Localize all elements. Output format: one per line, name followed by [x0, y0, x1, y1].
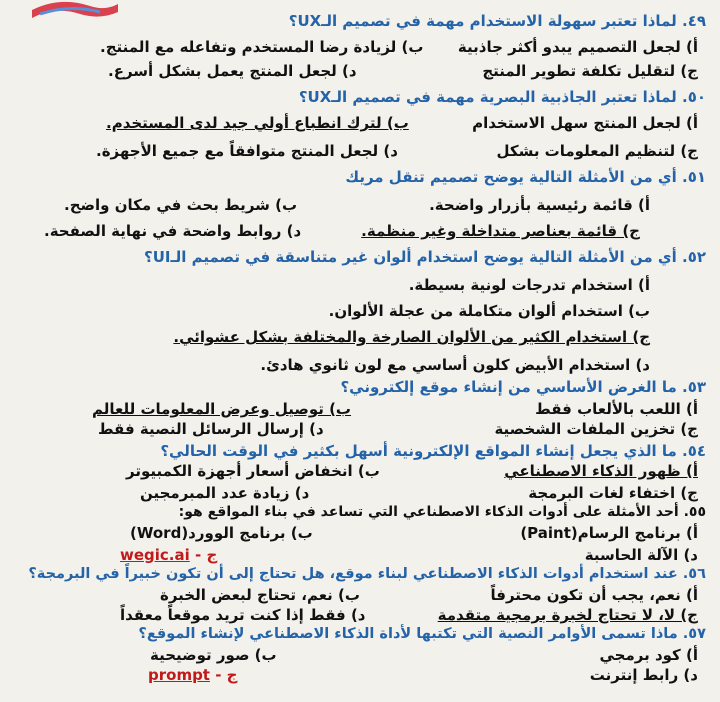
q52-option-d: د) استخدام الأبيض كلون أساسي مع لون ثانوي هادئ. — [260, 356, 650, 374]
question-55: ٥٥. أحد الأمثلة على أدوات الذكاء الاصطناعي التي تساعد في بناء المواقع هو: — [178, 504, 706, 520]
q51-option-c-answer: ج) قائمة بعناصر متداخلة وغير منظمة. — [361, 222, 640, 240]
question-51: ٥١. أي من الأمثلة التالية يوضح تصميم تنقل مريك — [345, 168, 706, 186]
q56-option-c-answer: ج) لا، لا تحتاج لخبرة برمجية متقدمة — [437, 606, 698, 624]
q53-option-b-answer: ب) توصيل وعرض المعلومات للعالم — [92, 400, 352, 418]
q52-option-c-answer: ج) استخدام الكثير من الألوان الصارخة والمختلفة بشكل عشوائي. — [173, 328, 650, 346]
question-49: ٤٩. لماذا تعتبر سهولة الاستخدام مهمة في تصميم الـUX؟ — [288, 12, 706, 30]
question-52: ٥٢. أي من الأمثلة التالية يوضح استخدام ألوان غير متناسقة في تصميم الـUI؟ — [144, 248, 706, 266]
q57-option-a: أ) كود برمجي — [599, 646, 698, 664]
q57-option-c-prefix: ج - — [215, 666, 238, 684]
q55-option-a: أ) برنامج الرسام(Paint) — [520, 524, 698, 542]
q52-option-a: أ) استخدام تدرجات لونية بسيطة. — [408, 276, 650, 294]
q50-option-d: د) لجعل المنتج متوافقاً مع جميع الأجهزة. — [96, 142, 398, 160]
q57-option-c-answer-wrap — [148, 666, 237, 684]
q49-option-a: أ) لجعل التصميم يبدو أكثر جاذبية — [457, 38, 698, 56]
q53-option-c: ج) تخزين الملفات الشخصية — [494, 420, 698, 438]
q54-option-a-answer: أ) ظهور الذكاء الاصطناعي — [504, 462, 698, 480]
q55-option-b: ب) برنامج الوورد(Word) — [130, 524, 313, 542]
q49-option-c: ج) لتقليل تكلفة تطوير المنتج — [482, 62, 698, 80]
q55-option-d: د) الآلة الحاسبة — [584, 546, 698, 564]
q54-option-c: ج) اختفاء لغات البرمجة — [528, 484, 698, 502]
q50-option-a: أ) لجعل المنتج سهل الاستخدام — [472, 114, 698, 132]
q50-option-c: ج) لتنظيم المعلومات بشكل — [496, 142, 698, 160]
q56-option-d: د) فقط إذا كنت تريد موقعاً معقداً — [120, 606, 366, 624]
q53-option-a: أ) اللعب بالألعاب فقط — [535, 400, 698, 418]
q57-option-c-answer: prompt — [148, 666, 210, 684]
q55-option-c-prefix: ج - — [195, 546, 218, 564]
q56-option-b: ب) نعم، تحتاج لبعض الخبرة — [160, 586, 360, 604]
q56-option-a: أ) نعم، يجب أن تكون محترفاً — [490, 586, 698, 604]
q49-option-b: ب) لزيادة رضا المستخدم وتفاعله مع المنتج. — [100, 38, 424, 56]
question-57: ٥٧. ماذا تسمى الأوامر النصية التي تكتبها لأداة الذكاء الاصطناعي لإنشاء الموقع؟ — [138, 626, 706, 642]
q51-option-b: ب) شريط بحث في مكان واضح. — [64, 196, 298, 214]
question-54: ٥٤. ما الذي يجعل إنشاء المواقع الإلكترونية أسهل بكثير في الوقت الحالي؟ — [160, 442, 706, 460]
question-56: ٥٦. عند استخدام أدوات الذكاء الاصطناعي لبناء موقع، هل تحتاج إلى أن تكون خبيراً في البرمجة؟ — [28, 566, 706, 582]
q54-option-d: د) زيادة عدد المبرمجين — [140, 484, 310, 502]
q57-option-b: ب) صور توضيحية — [150, 646, 277, 664]
q51-option-d: د) روابط واضحة في نهاية الصفحة. — [44, 222, 302, 240]
question-50: ٥٠. لماذا تعتبر الجاذبية البصرية مهمة في تصميم الـUX؟ — [298, 88, 706, 106]
q57-option-d: د) رابط إنترنت — [589, 666, 698, 684]
q55-option-c-answer-wrap — [120, 546, 217, 564]
q54-option-b: ب) انخفاض أسعار أجهزة الكمبيوتر — [126, 462, 380, 480]
question-53: ٥٣. ما الغرض الأساسي من إنشاء موقع إلكتروني؟ — [340, 378, 706, 396]
q55-option-c-answer: wegic.ai — [120, 546, 190, 564]
q52-option-b: ب) استخدام ألوان متكاملة من عجلة الألوان. — [328, 302, 650, 320]
q49-option-d: د) لجعل المنتج يعمل بشكل أسرع. — [108, 62, 357, 80]
q53-option-d: د) إرسال الرسائل النصية فقط — [98, 420, 324, 438]
q50-option-b-answer: ب) لترك انطباع أولي جيد لدى المستخدم. — [106, 114, 409, 132]
q51-option-a: أ) قائمة رئيسية بأزرار واضحة. — [429, 196, 650, 214]
